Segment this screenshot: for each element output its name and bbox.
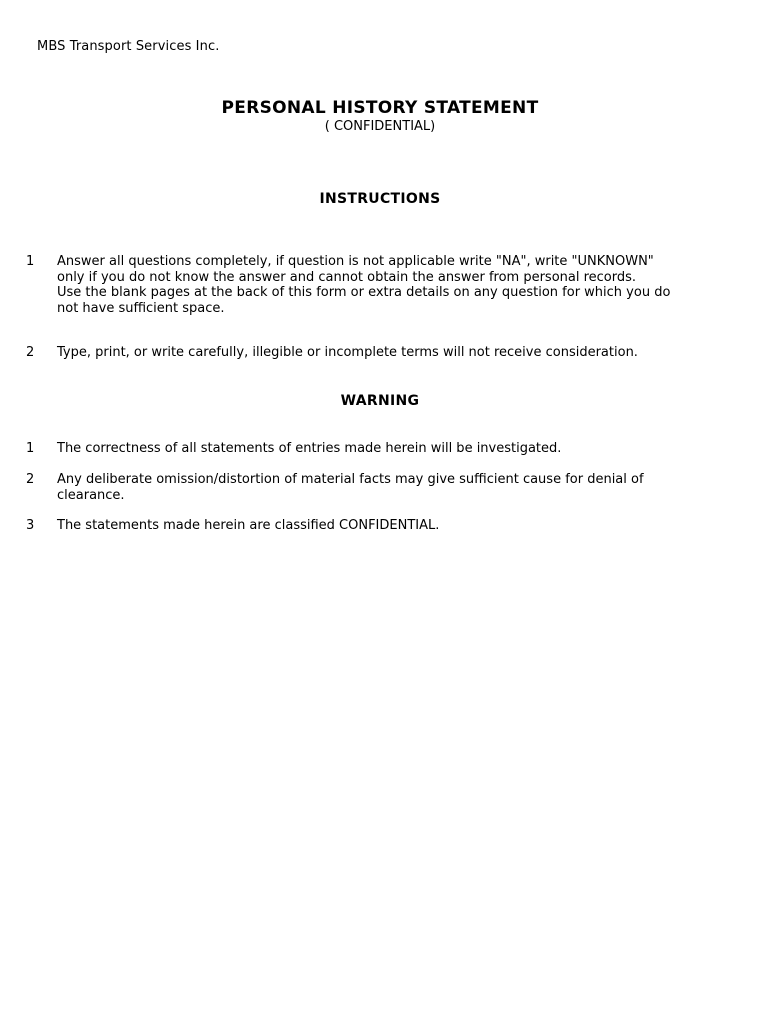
warning-number: 2	[26, 472, 35, 487]
warning-text: Any deliberate omission/distortion of material facts may give sufficient cause for denial of clearance.	[57, 472, 644, 503]
warning-number: 3	[26, 518, 35, 533]
warning-heading: WARNING	[340, 393, 420, 409]
company-name: MBS Transport Services Inc.	[37, 39, 220, 54]
instruction-text: Type, print, or write carefully, illegible or incomplete terms will not receive consideration.	[57, 345, 638, 360]
instruction-text: Answer all questions completely, if question is not applicable write "NA", write "UNKNOWN" only if you do not know the answer and cannot obtain the answer from personal records. Use the blank pages at the back of this form or extra details on any question for which you do not have sufficient space.	[57, 254, 671, 316]
warning-text: The statements made herein are classified CONFIDENTIAL.	[57, 518, 440, 533]
instructions-heading: INSTRUCTIONS	[319, 191, 441, 207]
document-title: PERSONAL HISTORY STATEMENT	[221, 98, 539, 118]
document-subtitle: ( CONFIDENTIAL)	[324, 119, 436, 134]
instruction-number: 2	[26, 345, 35, 360]
warning-number: 1	[26, 441, 35, 456]
warning-text: The correctness of all statements of entries made herein will be investigated.	[57, 441, 562, 456]
instruction-number: 1	[26, 254, 35, 269]
